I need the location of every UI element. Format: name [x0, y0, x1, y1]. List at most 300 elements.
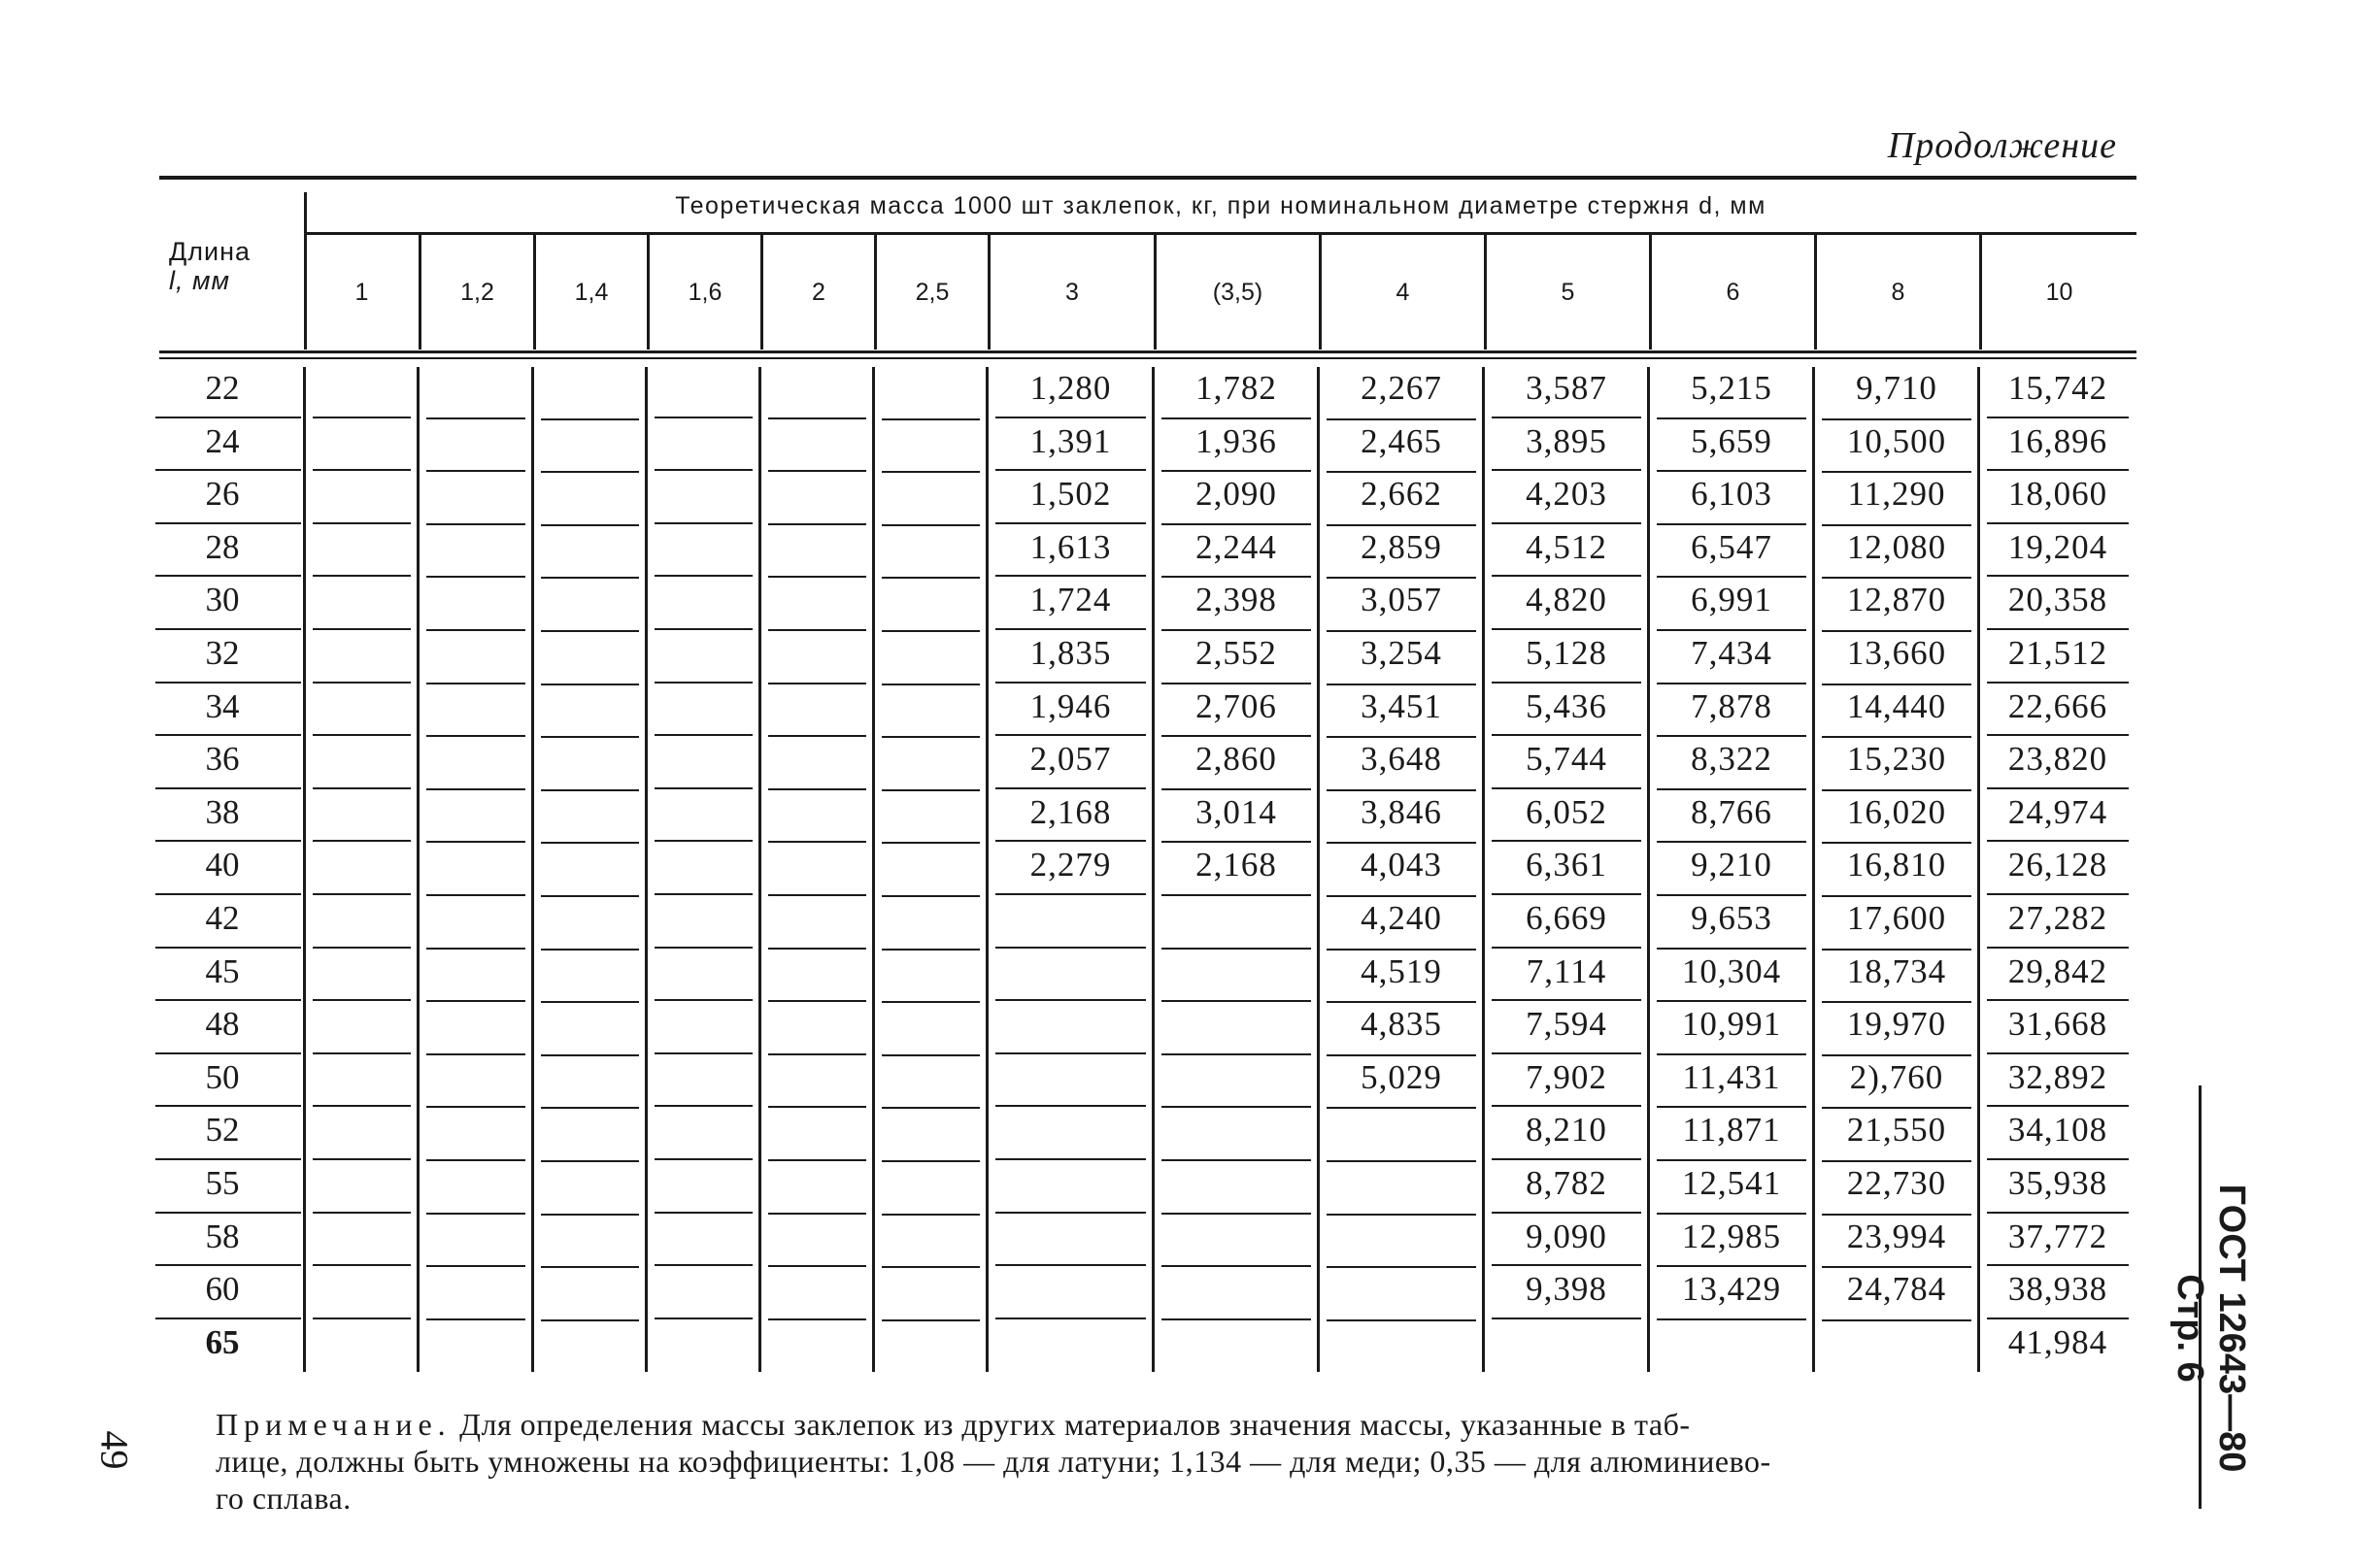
cell-underline [882, 789, 980, 791]
cell-underline [768, 470, 866, 472]
row-length-label: 60 [205, 1270, 240, 1309]
side-caption: ГОСТ 12643—80 Стр. 6 [2169, 1184, 2252, 1473]
cell-underline [313, 469, 411, 471]
table-cell: 6,991 [1691, 581, 1772, 619]
cell-underline [1987, 417, 2129, 418]
cell-underline [1161, 1106, 1311, 1108]
cell-underline [1492, 840, 1641, 842]
cell-underline [655, 1212, 753, 1214]
cell-underline [1822, 949, 1971, 951]
cell-underline [995, 787, 1146, 789]
row-length-label: 22 [205, 369, 240, 407]
cell-underline [882, 524, 980, 526]
row-underline [155, 1052, 301, 1054]
cell-underline [313, 628, 411, 630]
cell-underline [1327, 524, 1476, 526]
cell-underline [768, 788, 866, 790]
cell-underline [655, 840, 753, 842]
row-underline [155, 1105, 301, 1107]
diameter-header-cell: 8 [1814, 235, 1979, 350]
diameter-header-cell: 6 [1649, 235, 1814, 350]
cell-underline [541, 789, 639, 791]
cell-underline [1327, 1319, 1476, 1321]
cell-underline [541, 736, 639, 738]
cell-underline [882, 1054, 980, 1056]
row-underline [155, 840, 301, 842]
cell-underline [1161, 788, 1311, 790]
cell-underline [426, 1265, 525, 1267]
table-cell: 41,984 [2007, 1322, 2108, 1361]
diameter-header-cell: 5 [1484, 235, 1649, 350]
cell-underline [426, 417, 525, 419]
table-cell: 27,282 [2007, 899, 2108, 937]
table-cell: 4,835 [1361, 1005, 1442, 1044]
cell-underline [882, 736, 980, 738]
table-cell: 11,431 [1682, 1057, 1781, 1096]
row-underline [155, 947, 301, 949]
cell-underline [1327, 577, 1476, 579]
cell-underline [1987, 1212, 2129, 1214]
row-length-label: 50 [205, 1057, 240, 1096]
cell-underline [655, 893, 753, 895]
cell-underline [882, 1319, 980, 1321]
cell-underline [1822, 736, 1971, 738]
row-underline [155, 893, 301, 895]
cell-underline [1657, 523, 1806, 525]
cell-underline [426, 1000, 525, 1002]
diameter-header-cell: 1,4 [533, 235, 647, 350]
cell-underline [1161, 1000, 1311, 1002]
table-cell: 4,820 [1526, 581, 1607, 619]
cell-underline [541, 949, 639, 951]
cell-underline [426, 1053, 525, 1055]
table-cell: 16,896 [2007, 421, 2108, 460]
cell-underline [995, 1158, 1146, 1160]
cell-underline [313, 734, 411, 736]
table-cell: 1,724 [1029, 581, 1112, 619]
table-cell: 22,730 [1846, 1164, 1947, 1202]
cell-underline [1492, 1052, 1641, 1054]
cell-underline [1657, 629, 1806, 631]
cell-underline [1161, 735, 1311, 737]
cell-underline [1327, 736, 1476, 738]
row-underline [155, 1318, 301, 1319]
cell-underline [995, 469, 1146, 471]
table-cell: 4,240 [1361, 899, 1442, 937]
length-unit: l, мм [169, 266, 231, 295]
cell-underline [1822, 471, 1971, 473]
cell-underline [1657, 1265, 1806, 1267]
cell-underline [1987, 1158, 2129, 1160]
table-cell: 6,669 [1526, 899, 1607, 937]
cell-underline [541, 1319, 639, 1321]
cell-underline [1657, 735, 1806, 737]
table-cell: 3,254 [1361, 634, 1442, 672]
table-cell: 3,648 [1361, 740, 1442, 779]
cell-underline [1327, 1160, 1476, 1162]
cell-underline [426, 841, 525, 843]
cell-underline [426, 788, 525, 790]
table-cell: 13,660 [1846, 634, 1947, 672]
cell-underline [995, 1052, 1146, 1054]
cell-underline [313, 947, 411, 949]
table-cell: 4,203 [1526, 475, 1607, 514]
table-cell: 19,204 [2007, 527, 2108, 566]
row-underline [155, 469, 301, 471]
cell-underline [995, 522, 1146, 524]
cell-underline [655, 682, 753, 684]
cell-underline [541, 684, 639, 685]
row-length-label: 26 [205, 475, 240, 514]
cell-underline [1657, 470, 1806, 472]
cell-underline [1327, 842, 1476, 844]
row-underline [155, 682, 301, 684]
cell-underline [426, 470, 525, 472]
table-cell: 6,052 [1526, 792, 1607, 831]
cell-underline [1657, 1106, 1806, 1108]
cell-underline [541, 842, 639, 844]
cell-underline [1657, 1213, 1806, 1215]
cell-underline [541, 1107, 639, 1109]
table-cell: 7,594 [1526, 1005, 1607, 1044]
cell-underline [541, 630, 639, 632]
cell-underline [426, 948, 525, 950]
table-cell: 8,766 [1691, 792, 1772, 831]
table-cell: 3,895 [1526, 421, 1607, 460]
cell-underline [1161, 1318, 1311, 1320]
cell-underline [768, 576, 866, 578]
cell-underline [426, 629, 525, 631]
table-cell: 32,892 [2007, 1057, 2108, 1096]
cell-underline [541, 577, 639, 579]
column-divider [531, 367, 534, 1372]
cell-underline [426, 683, 525, 684]
cell-underline [882, 1214, 980, 1216]
table-cell: 1,502 [1029, 475, 1112, 514]
cell-underline [995, 947, 1146, 949]
table-cell: 21,512 [2007, 634, 2108, 672]
table-cell: 38,938 [2007, 1270, 2108, 1309]
cell-underline [1492, 787, 1641, 789]
cell-underline [1822, 842, 1971, 844]
table-cell: 1,782 [1195, 369, 1277, 407]
cell-underline [995, 417, 1146, 418]
note-prefix: Примечание. [216, 1407, 452, 1442]
table-cell: 23,994 [1846, 1217, 1947, 1255]
table-cell: 23,820 [2007, 740, 2108, 779]
cell-underline [1987, 469, 2129, 471]
row-length-label: 42 [205, 899, 240, 937]
table-cell: 7,114 [1526, 951, 1607, 990]
cell-underline [313, 840, 411, 842]
table-cell: 2,552 [1195, 634, 1277, 672]
cell-underline [1987, 840, 2129, 842]
cell-underline [313, 1105, 411, 1107]
table-cell: 1,835 [1029, 634, 1112, 672]
cell-underline [1822, 630, 1971, 632]
cell-underline [1822, 1107, 1971, 1109]
row-length-label: 45 [205, 951, 240, 990]
cell-underline [1161, 948, 1311, 950]
row-underline [155, 628, 301, 630]
cell-underline [426, 1106, 525, 1108]
cell-underline [768, 894, 866, 896]
cell-underline [313, 893, 411, 895]
note-line-3: го сплава. [216, 1481, 352, 1516]
cell-underline [1327, 684, 1476, 685]
cell-underline [1987, 575, 2129, 577]
cell-underline [1987, 1105, 2129, 1107]
cell-underline [1987, 999, 2129, 1001]
cell-underline [541, 471, 639, 473]
cell-underline [768, 417, 866, 419]
diameter-header-cell: 1,2 [419, 235, 533, 350]
table-cell: 7,902 [1526, 1057, 1607, 1096]
cell-underline [768, 948, 866, 950]
cell-underline [1327, 471, 1476, 473]
table-cell: 2,279 [1029, 846, 1112, 884]
cell-underline [1492, 893, 1641, 895]
table-cell: 34,108 [2007, 1111, 2108, 1150]
table-cell: 17,600 [1846, 899, 1947, 937]
cell-underline [541, 1001, 639, 1003]
row-underline [155, 417, 301, 418]
diameter-header-cell: 4 [1319, 235, 1484, 350]
table-cell: 1,613 [1029, 527, 1112, 566]
cell-underline [313, 1158, 411, 1160]
cell-underline [313, 522, 411, 524]
cell-underline [541, 418, 639, 420]
cell-underline [1657, 1053, 1806, 1055]
cell-underline [768, 735, 866, 737]
cell-underline [768, 683, 866, 684]
page-number: 49 [92, 1430, 137, 1470]
cell-underline [882, 949, 980, 951]
cell-underline [655, 1052, 753, 1054]
diameter-header-cell: 1 [354, 278, 369, 306]
table-cell: 5,215 [1691, 369, 1772, 407]
table-top-rule [159, 176, 2136, 180]
table-cell: 10,500 [1846, 421, 1947, 460]
cell-underline [995, 1264, 1146, 1266]
header-bottom-rule [159, 350, 2136, 353]
table-cell: 10,991 [1681, 1005, 1782, 1044]
table-cell: 1,946 [1029, 686, 1112, 725]
row-length-label: 32 [205, 634, 240, 672]
cell-underline [426, 576, 525, 578]
row-underline [155, 1212, 301, 1214]
cell-underline [1657, 1159, 1806, 1161]
cell-underline [655, 522, 753, 524]
cell-underline [768, 1265, 866, 1267]
table-cell: 9,710 [1856, 369, 1937, 407]
table-cell: 4,043 [1361, 846, 1442, 884]
cell-underline [655, 1318, 753, 1319]
cell-underline [655, 628, 753, 630]
column-divider [758, 367, 761, 1372]
table-cell: 2,057 [1029, 740, 1112, 779]
cell-underline [1161, 470, 1311, 472]
table-note [216, 1406, 2119, 1517]
table-cell: 8,210 [1526, 1111, 1607, 1150]
table-cell: 11,290 [1847, 475, 1946, 514]
cell-underline [1161, 1159, 1311, 1161]
table-cell: 8,782 [1526, 1164, 1607, 1202]
cell-underline [313, 787, 411, 789]
table-cell: 5,659 [1691, 421, 1772, 460]
table-cell: 3,587 [1526, 369, 1607, 407]
cell-underline [995, 999, 1146, 1001]
cell-underline [1327, 895, 1476, 897]
cell-underline [313, 1052, 411, 1054]
cell-underline [882, 577, 980, 579]
table-cell: 2,090 [1195, 475, 1277, 514]
cell-underline [1161, 841, 1311, 843]
table-cell: 12,080 [1846, 527, 1947, 566]
cell-underline [882, 1001, 980, 1003]
cell-underline [1987, 734, 2129, 736]
table-cell: 2,168 [1029, 792, 1112, 831]
row-underline [155, 1264, 301, 1266]
table-cell: 5,128 [1526, 634, 1607, 672]
column-divider [872, 367, 875, 1372]
row-underline [155, 1158, 301, 1160]
table-cell: 21,550 [1846, 1111, 1947, 1150]
table-cell: 18,734 [1846, 951, 1947, 990]
cell-underline [1492, 522, 1641, 524]
length-label: Длина [169, 237, 252, 266]
cell-underline [1987, 522, 2129, 524]
table-cell: 2,860 [1195, 740, 1277, 779]
diameter-header-cell: (3,5) [1154, 235, 1319, 350]
cell-underline [313, 1212, 411, 1214]
column-divider [417, 367, 420, 1372]
cell-underline [426, 523, 525, 525]
cell-underline [995, 1318, 1146, 1319]
cell-underline [1327, 789, 1476, 791]
cell-underline [655, 1158, 753, 1160]
table-cell: 11,871 [1682, 1111, 1781, 1150]
table-cell: 6,547 [1691, 527, 1772, 566]
table-cell: 3,451 [1361, 686, 1442, 725]
table-cell: 2,168 [1195, 846, 1277, 884]
table-cell: 24,974 [2007, 792, 2108, 831]
table-cell: 16,810 [1846, 846, 1947, 884]
cell-underline [541, 524, 639, 526]
cell-underline [1492, 1318, 1641, 1319]
cell-underline [1987, 1052, 2129, 1054]
table-cell: 9,090 [1526, 1217, 1607, 1255]
cell-underline [1492, 734, 1641, 736]
cell-underline [1327, 1107, 1476, 1109]
table-cell: 9,398 [1526, 1270, 1607, 1309]
table-cell: 3,057 [1361, 581, 1442, 619]
cell-underline [1987, 893, 2129, 895]
table-cell: 15,742 [2007, 369, 2108, 407]
cell-underline [1657, 1318, 1806, 1320]
cell-underline [1161, 1053, 1311, 1055]
cell-underline [1987, 787, 2129, 789]
cell-underline [1327, 630, 1476, 632]
cell-underline [541, 1266, 639, 1268]
cell-underline [655, 734, 753, 736]
table-cell: 1,280 [1029, 369, 1112, 407]
cell-underline [1822, 789, 1971, 791]
table-cell: 24,784 [1846, 1270, 1947, 1309]
length-column-header [169, 237, 324, 295]
cell-underline [426, 894, 525, 896]
cell-underline [882, 471, 980, 473]
table-cell: 7,878 [1691, 686, 1772, 725]
cell-underline [1492, 947, 1641, 949]
cell-underline [541, 1160, 639, 1162]
table-cell: 2,465 [1361, 421, 1442, 460]
cell-underline [1327, 1054, 1476, 1056]
cell-underline [655, 999, 753, 1001]
diameter-header-cell: 2 [760, 235, 874, 350]
cell-underline [541, 1214, 639, 1216]
cell-underline [1492, 1105, 1641, 1107]
cell-underline [768, 1000, 866, 1002]
table-cell: 12,985 [1681, 1217, 1782, 1255]
cell-underline [1492, 1158, 1641, 1160]
table-cell: 12,541 [1681, 1164, 1782, 1202]
cell-underline [768, 1318, 866, 1320]
row-underline [155, 734, 301, 736]
cell-underline [1657, 417, 1806, 419]
table-cell: 9,210 [1691, 846, 1772, 884]
cell-underline [1822, 1214, 1971, 1216]
cell-underline [768, 841, 866, 843]
cell-underline [768, 523, 866, 525]
table-cell: 1,936 [1195, 421, 1277, 460]
cell-underline [1327, 418, 1476, 420]
cell-underline [426, 1159, 525, 1161]
cell-underline [1327, 949, 1476, 951]
cell-underline [1822, 524, 1971, 526]
table-cell: 35,938 [2007, 1164, 2108, 1202]
cell-underline [882, 1107, 980, 1109]
cell-underline [1987, 947, 2129, 949]
cell-underline [426, 1213, 525, 1215]
cell-underline [1327, 1214, 1476, 1216]
table-cell: 29,842 [2007, 951, 2108, 990]
cell-underline [1161, 576, 1311, 578]
cell-underline [995, 1212, 1146, 1214]
diameter-header-cell: 2,5 [874, 235, 988, 350]
cell-underline [882, 1160, 980, 1162]
table-cell: 6,361 [1526, 846, 1607, 884]
cell-underline [655, 1105, 753, 1107]
cell-underline [1161, 683, 1311, 684]
table-cell: 13,429 [1681, 1270, 1782, 1309]
table-cell: 37,772 [2007, 1217, 2108, 1255]
cell-underline [1492, 575, 1641, 577]
column-divider [303, 367, 306, 1372]
cell-underline [1492, 1212, 1641, 1214]
table-cell: 31,668 [2007, 1005, 2108, 1044]
table-cell: 8,322 [1691, 740, 1772, 779]
table-cell: 3,846 [1361, 792, 1442, 831]
cell-underline [1822, 1319, 1971, 1321]
row-underline [155, 575, 301, 577]
table-header [159, 181, 2136, 350]
cell-underline [426, 735, 525, 737]
cell-underline [1492, 469, 1641, 471]
row-length-label: 65 [205, 1322, 240, 1361]
note-line-2: лице, должны быть умножены на коэффициенты: 1,08 — для латуни; 1,134 — для меди; 0,35 — для алюминиево- [216, 1444, 1771, 1479]
cell-underline [655, 417, 753, 418]
